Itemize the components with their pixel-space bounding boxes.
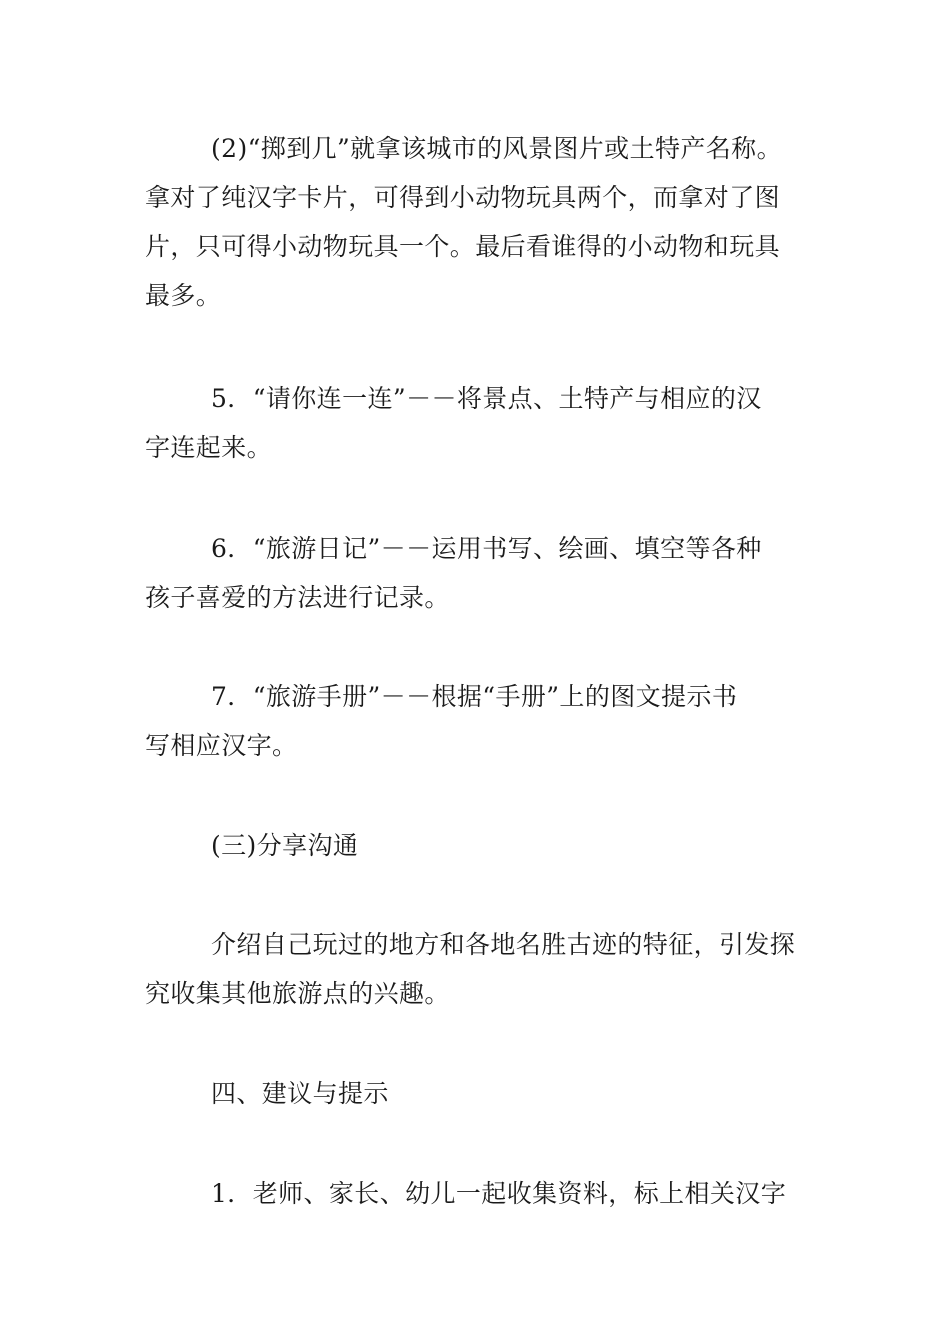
- section-heading-share: [145, 821, 810, 870]
- text-line: 7．“旅游手册”－－根据“手册”上的图文提示书: [211, 682, 738, 711]
- text-line: 5．“请你连一连”－－将景点、土特产与相应的汉: [211, 384, 762, 413]
- text-line: (2)“掷到几”就拿该城市的风景图片或土特产名称。: [211, 134, 782, 163]
- paragraph-share-desc: [145, 920, 810, 1018]
- text-line: 6．“旅游日记”－－运用书写、绘画、填空等各种: [211, 534, 762, 563]
- paragraph-suggestion-1: [145, 1169, 810, 1218]
- text-line: 片，只可得小动物玩具一个。最后看谁得的小动物和玩具: [145, 232, 781, 261]
- text-line: 介绍自己玩过的地方和各地名胜古迹的特征，引发探: [211, 930, 796, 959]
- text-line: 究收集其他旅游点的兴趣。: [145, 979, 450, 1008]
- paragraph-item-7: [145, 672, 810, 770]
- text-line: 拿对了纯汉字卡片，可得到小动物玩具两个，而拿对了图: [145, 183, 781, 212]
- paragraph-dice-rule: [145, 124, 810, 320]
- paragraph-item-6: [145, 524, 810, 622]
- text-line: 字连起来。: [145, 433, 273, 462]
- text-line: 孩子喜爱的方法进行记录。: [145, 583, 450, 612]
- text-line: 1．老师、家长、幼儿一起收集资料，标上相关汉字: [211, 1179, 787, 1208]
- text-line: (三)分享沟通: [211, 831, 359, 860]
- text-line: 写相应汉字。: [145, 731, 298, 760]
- paragraph-item-5: [145, 374, 810, 472]
- text-line: 四、建议与提示: [211, 1079, 389, 1108]
- section-heading-suggestions: [145, 1069, 810, 1118]
- text-line: 最多。: [145, 281, 222, 310]
